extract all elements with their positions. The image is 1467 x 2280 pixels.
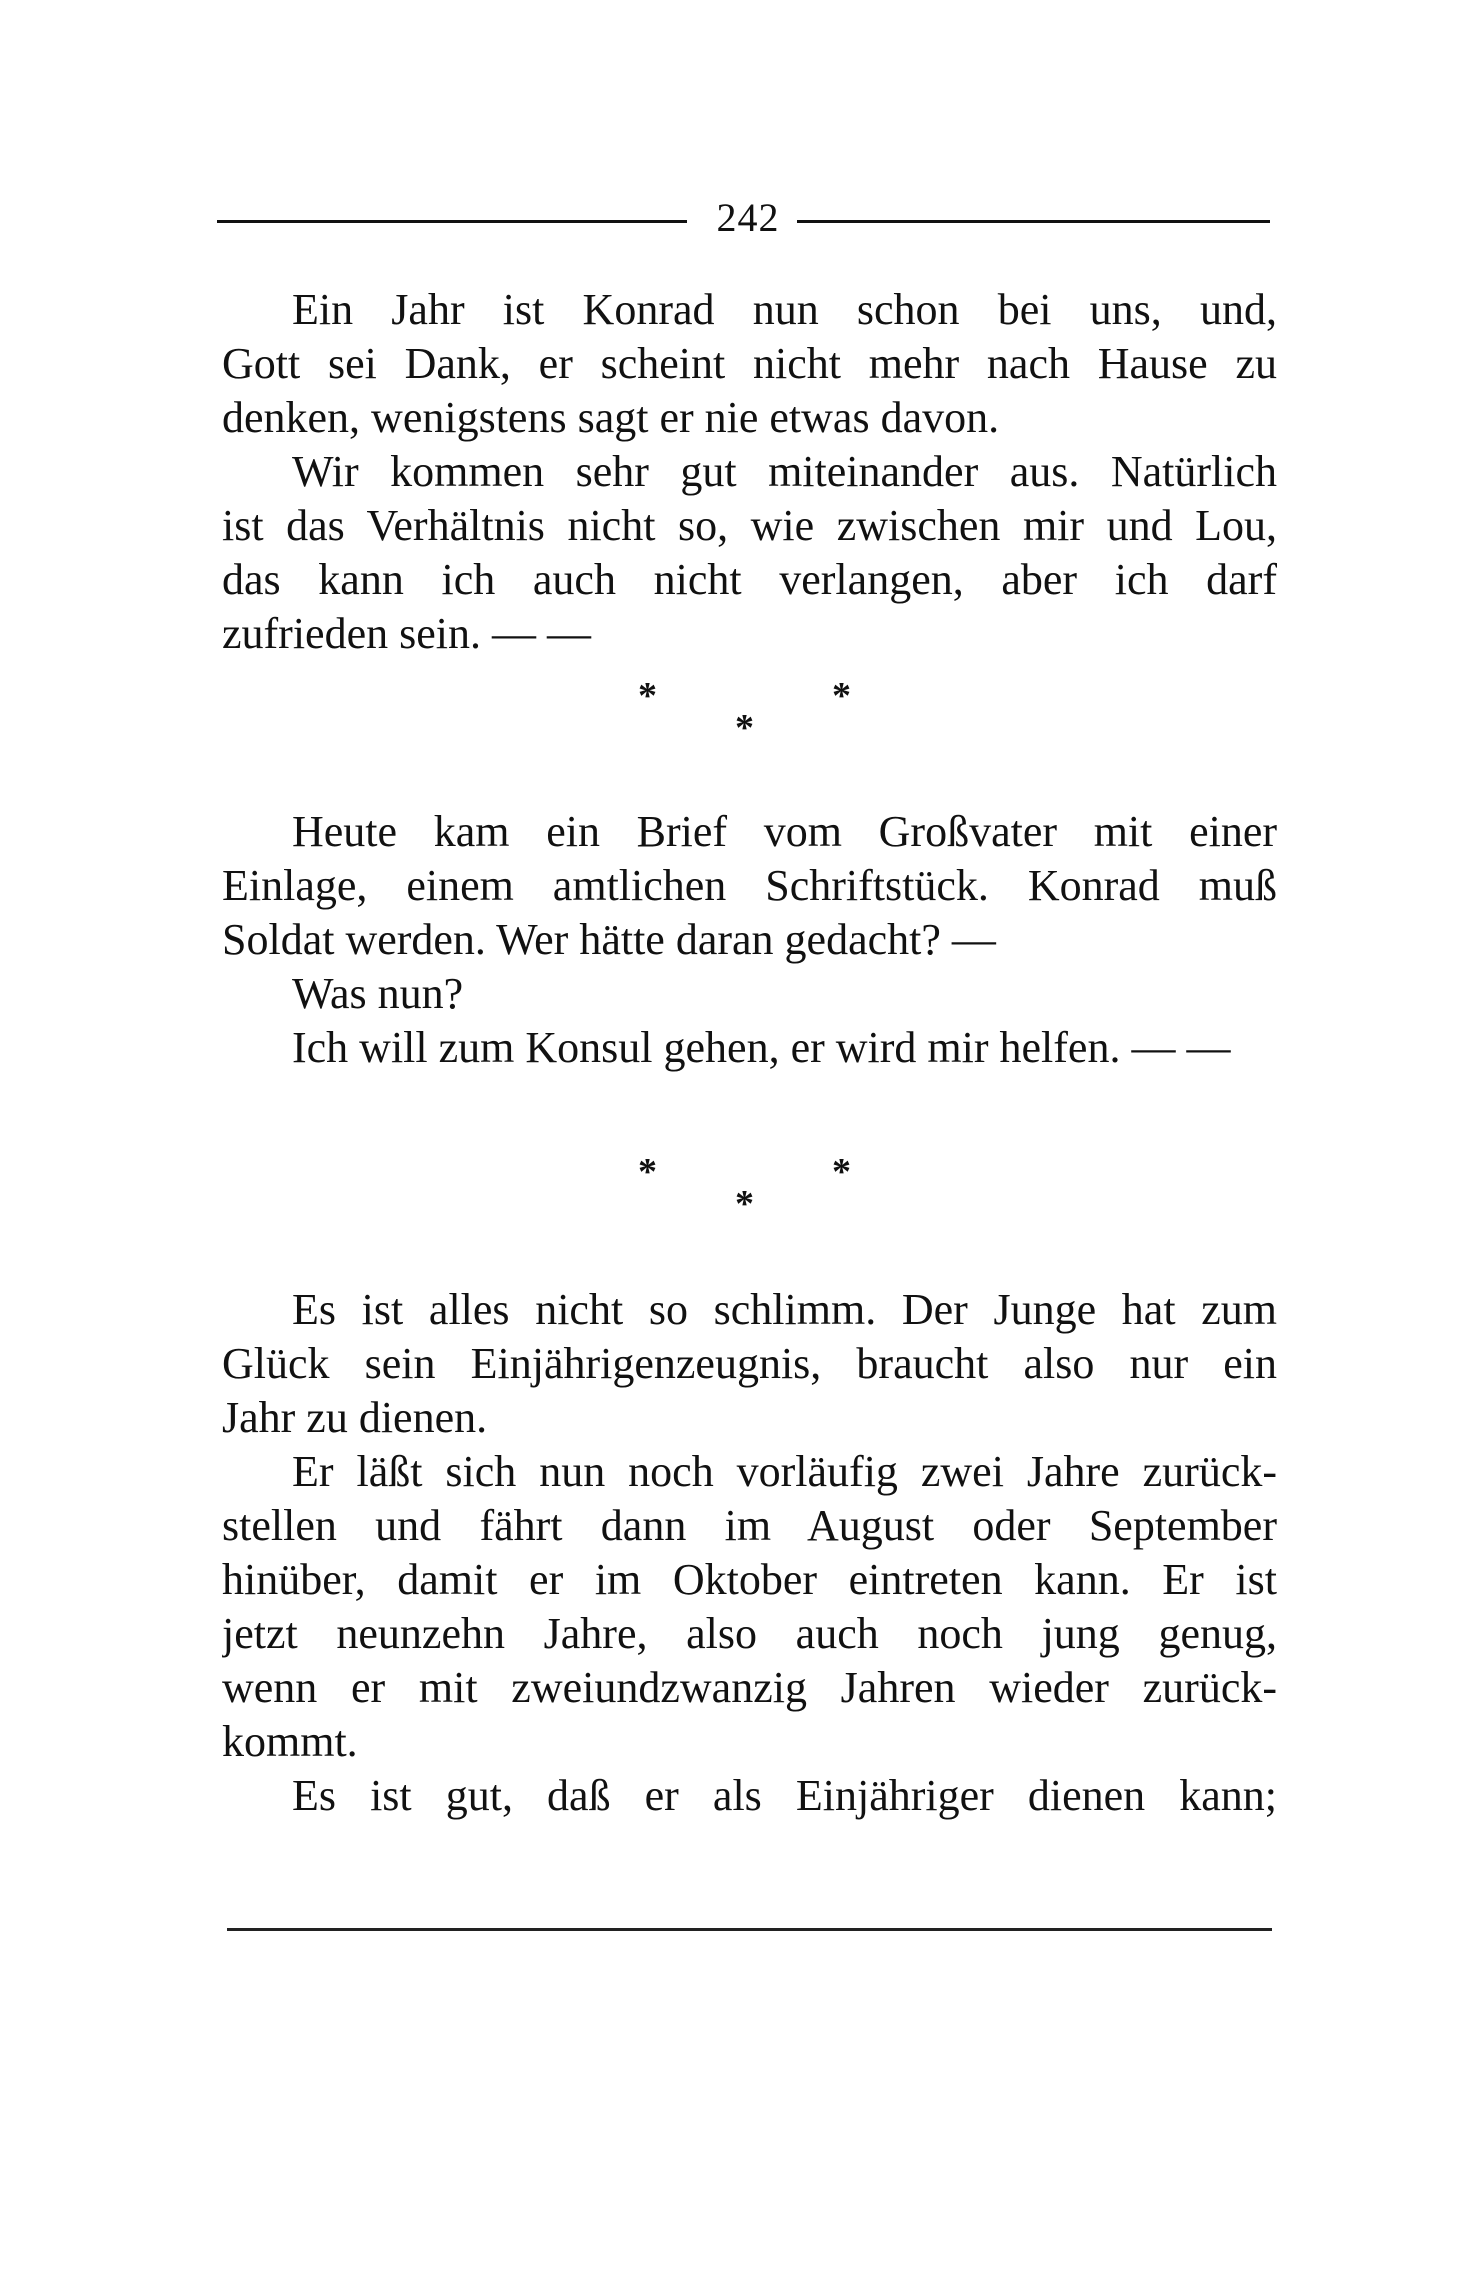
text-line: Jahr zu dienen. [222,1393,488,1442]
text-line: Es ist alles nicht so schlimm. Der Junge hat zum [292,1285,1277,1334]
text-line: jetzt neunzehn Jahre, also auch noch jung genug, [222,1609,1277,1658]
header-rule-right [797,220,1270,223]
text-line: ist das Verhältnis nicht so, wie zwischen mir und Lou, [222,501,1277,550]
asterism-star: * [638,675,657,717]
asterism-star: * [832,1151,851,1193]
text-line: Wir kommen sehr gut miteinander aus. Natürlich [292,447,1277,496]
text-line: wenn er mit zweiundzwanzig Jahren wieder zurück- [222,1663,1277,1712]
text-line: stellen und fährt dann im August oder September [222,1501,1277,1550]
text-line: Soldat werden. Wer hätte daran gedacht? — [222,915,996,964]
header-rule-left [217,220,687,223]
text-block-1 [222,283,1277,661]
page-header [217,182,1270,252]
text-line: Einlage, einem amtlichen Schriftstück. Konrad muß [222,861,1277,910]
text-line: denken, wenigstens sagt er nie etwas davon. [222,393,1000,442]
text-line: das kann ich auch nicht verlangen, aber ich darf [222,555,1277,604]
asterism-star: * [832,675,851,717]
text-line: hinüber, damit er im Oktober eintreten kann. Er ist [222,1555,1277,1604]
asterism-star: * [735,707,754,749]
section-asterism [600,1152,880,1242]
text-line: Gott sei Dank, er scheint nicht mehr nach Hause zu [222,339,1277,388]
text-block-2 [222,805,1277,1075]
text-line: Es ist gut, daß er als Einjähriger dienen kann; [292,1771,1277,1820]
text-line: Er läßt sich nun noch vorläufig zwei Jahre zurück- [292,1447,1277,1496]
text-line: Ich will zum Konsul gehen, er wird mir helfen. — — [292,1023,1231,1072]
footer-rule [227,1928,1272,1931]
asterism-star: * [735,1183,754,1225]
text-line: Glück sein Einjährigenzeugnis, braucht also nur ein [222,1339,1277,1388]
text-line: Was nun? [292,969,464,1018]
text-block-3 [222,1283,1277,1823]
text-line: kommt. [222,1717,358,1766]
text-line: zufrieden sein. — — [222,609,591,658]
asterism-star: * [638,1151,657,1193]
text-line: Ein Jahr ist Konrad nun schon bei uns, und, [292,285,1277,334]
page-number: 242 [716,195,780,240]
text-line: Heute kam ein Brief vom Großvater mit einer [292,807,1277,856]
section-asterism [600,676,880,766]
